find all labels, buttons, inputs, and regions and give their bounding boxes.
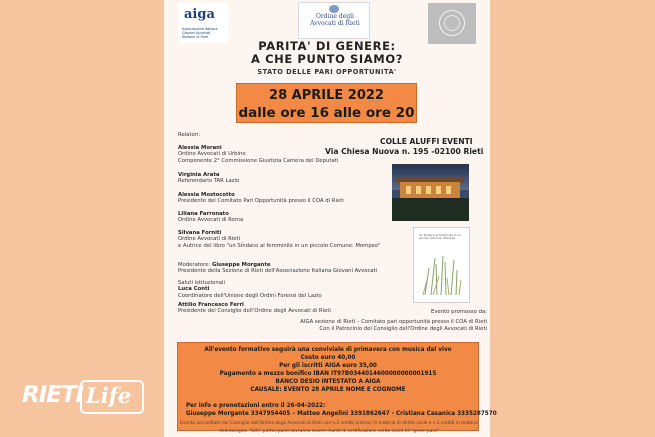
cost-info-box	[177, 342, 497, 431]
speaker-name: Liliana Farronato	[178, 211, 229, 217]
speaker-role: e Autrice del libro "un Sindaco al femminile in un piccolo Comune: Mompeo"	[178, 242, 381, 249]
venue-photo	[392, 164, 469, 221]
moderator-label: Moderatore:	[178, 262, 212, 268]
moderator-entry	[178, 262, 377, 275]
speaker-entry	[178, 230, 381, 249]
promotion-patronage: Con il Patrocinio del Consiglio dell'Ordine degli Avvocati di Rieti	[319, 326, 487, 332]
speaker-role: Componente 2° Commissione Giustizia Camera dei Deputati	[178, 157, 339, 164]
book-cover-image	[413, 227, 470, 303]
seal-inner-ring-icon	[444, 15, 460, 31]
greetings-label: Saluti istituzionali	[178, 280, 225, 286]
event-time: dalle ore 16 alle ore 20	[238, 105, 415, 121]
event-title-line1: PARITA' DI GENERE:	[258, 39, 396, 53]
speaker-role: Ordine Avvocati di Roma	[178, 217, 244, 224]
ordine-logo-text: Ordine degli Avvocati di Rieti	[310, 13, 360, 27]
aiga-logo-subtext: Associazione Italiana Giovani Avvocati Sezione di Rieti	[182, 27, 218, 39]
speaker-role: Ordine Avvocati di Rieti	[178, 236, 241, 243]
speaker-entry	[178, 172, 239, 185]
date-box	[236, 83, 417, 123]
promotion-label: Evento promosso da:	[431, 309, 487, 315]
cost-price: Costo euro 40,00	[300, 355, 356, 361]
speaker-role: Referendario TAR Lazio	[178, 178, 240, 185]
event-subtitle: STATO DELLE PARI OPPORTUNITA'	[257, 68, 397, 76]
grass-illustration	[421, 250, 463, 295]
speaker-role: Ordine Avvocati di Urbino	[178, 151, 246, 158]
payment-causale: CAUSALE: EVENTO 28 APRILE NOME E COGNOME	[250, 387, 406, 393]
venue-name: COLLE ALUFFI EVENTI	[380, 137, 473, 146]
aiga-logo	[178, 3, 228, 43]
venue-address: Via Chiesa Nuova n. 195 -02100 Rieti	[325, 147, 484, 156]
moderator-name: Giuseppe Morgante	[211, 262, 271, 268]
closing-name: Attilio Francesco Ferri	[178, 302, 244, 308]
closing-entry	[178, 302, 331, 315]
greetings-role: Coordinatore dell'Unione degli Ordini Forensi del Lazio	[178, 292, 322, 299]
credits-note: Evento accreditato dal Consiglio dell'Ordine degli Avvocati di Rieti con n.2 crediti ordinari in materia di diritto civile e n.2 crediti in materia	[180, 421, 478, 426]
speaker-name: Alessia Mostocotto	[178, 192, 235, 198]
speaker-role: Presidente del Comitato Pari Opportunità presso il COA di Rieti	[178, 198, 344, 205]
speaker-entry	[178, 145, 338, 164]
cost-intro: All'evento formativo seguirà una conviviale di primavera con musica dal vivo	[204, 347, 452, 353]
moderator-role: Presidente della Sezione di Rieti dell'Associazione Italiana Giovani Avvocati	[178, 268, 378, 275]
event-title-line2: A CHE PUNTO SIAMO?	[251, 52, 403, 66]
speaker-entry	[178, 192, 344, 205]
life-logo-text: Life	[86, 383, 132, 408]
ordine-avvocati-logo	[298, 2, 370, 39]
event-date: 28 APRILE 2022	[269, 88, 384, 103]
seal-logo	[428, 3, 476, 44]
rieti-logo-text: RIETI	[22, 382, 84, 408]
booking-info: Per info e prenotazioni entro il 26-04-2022:	[186, 403, 326, 409]
greetings-name: Luca Conti	[178, 286, 210, 293]
speaker-name: Virginia Arata	[178, 172, 220, 178]
emblem-icon	[329, 5, 339, 13]
speaker-name: Silvana Forniti	[178, 230, 222, 236]
speaker-entry	[178, 211, 243, 224]
speakers-label: Relatori:	[178, 132, 201, 138]
aiga-logo-text: aiga	[184, 7, 215, 22]
payment-iban: Pagamento a mezzo bonifico IBAN IT97B0344014600000000001915	[219, 371, 437, 377]
book-title: Un Sindaco al femminile in un piccolo Comune: Mompeo	[419, 233, 461, 241]
greetings-entry	[178, 280, 322, 299]
rieti-life-logo	[22, 380, 148, 418]
speaker-name: Alessia Morani	[178, 145, 222, 151]
closing-role: Presidente del Consiglio dell'Ordine degli Avvocati di Rieti	[178, 308, 331, 315]
life-logo-frame	[80, 380, 144, 414]
payment-bank: BANCO DESIO INTESTATO A AIGA	[275, 379, 381, 385]
green-pass-note: deontologica. Tutti i partecipanti dovranno essere muniti di certificazione verde covid-19 "green pass"	[219, 429, 439, 434]
cost-price-aiga: Per gli iscritti AIGA euro 35,00	[279, 363, 377, 369]
promotion-organizer: AIGA sezione di Rieti – Comitato pari opportunità presso il COA di Rieti	[300, 319, 487, 325]
booking-contacts: Giuseppe Morgante 3347954405 – Matteo Angelini 3391862647 - Cristiana Casanica 3335287570	[186, 411, 497, 417]
